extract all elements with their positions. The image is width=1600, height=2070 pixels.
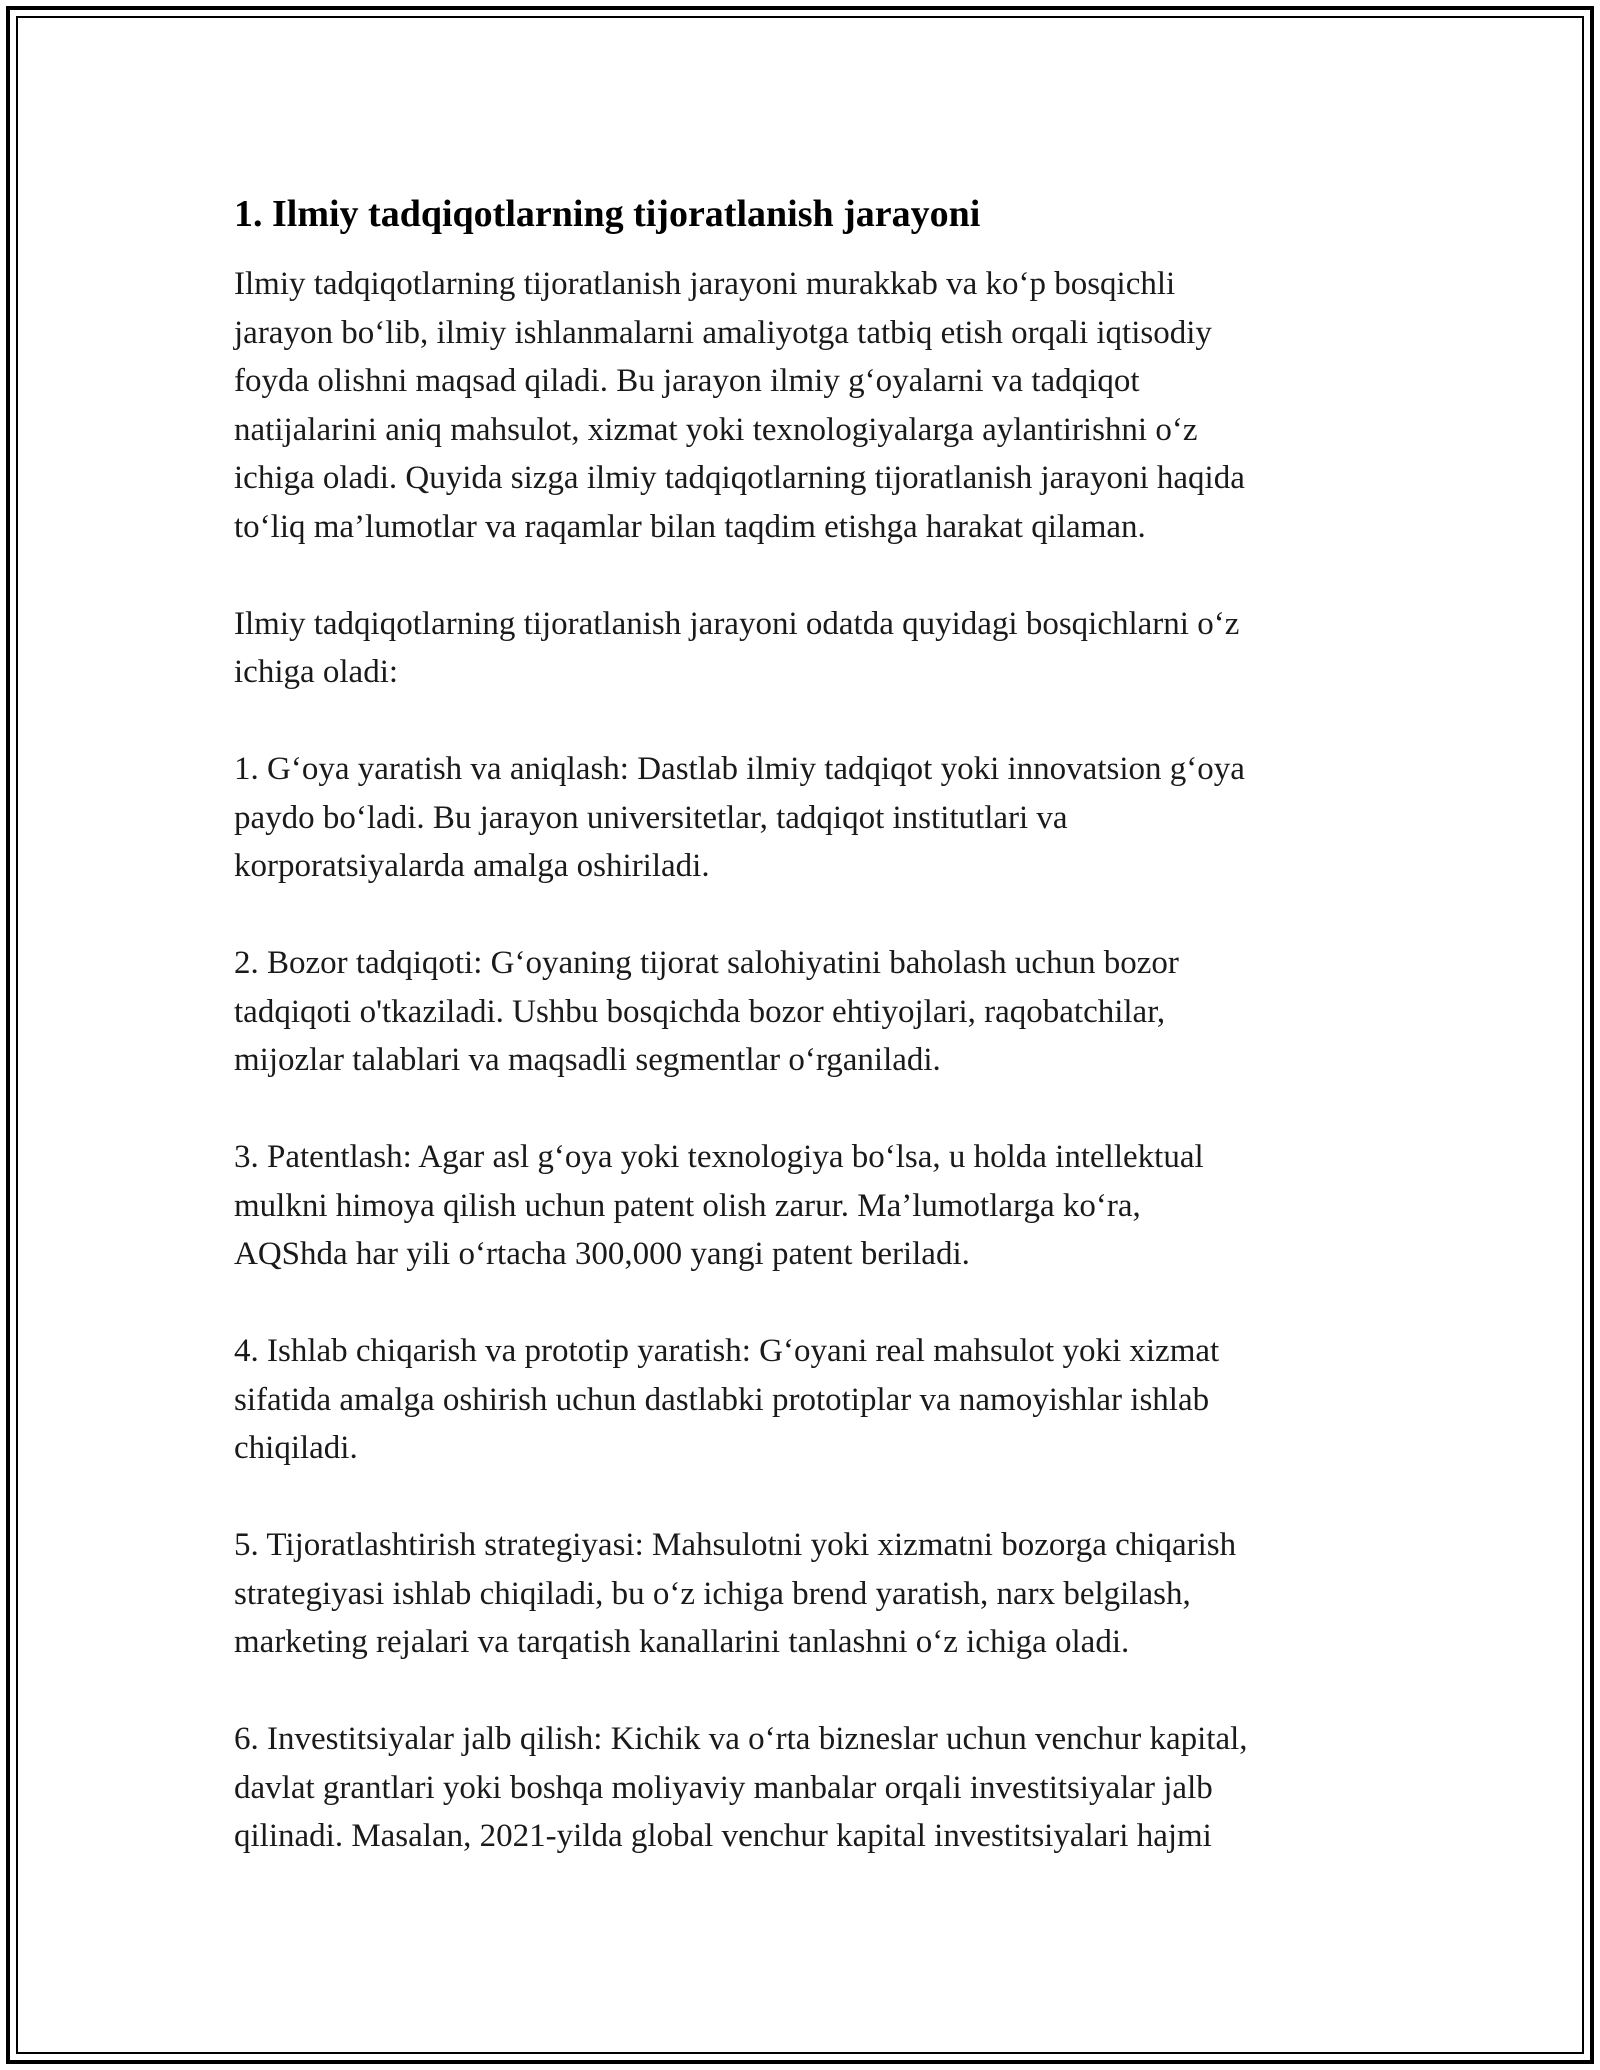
stages-intro-paragraph: Ilmiy tadqiqotlarning tijoratlanish jarayoni odatda quyidagi bosqichlarni o‘z ichiga oladi: [234,605,1240,690]
stage-5-paragraph: 5. Tijoratlashtirish strategiyasi: Mahsulotni yoki xizmatni bozorga chiqarish strategiyasi ishlab chiqiladi, bu o‘z ichiga brend yaratish, narx belgilash, marketing rejalari va tarqatish kanallarini tanlashni o‘z ichiga oladi. [234,1527,1237,1660]
document-body [234,190,1374,1909]
intro-paragraph: Ilmiy tadqiqotlarning tijoratlanish jarayoni murakkab va ko‘p bosqichli jarayon bo‘lib, ilmiy ishlanmalarni amaliyotga tatbiq etish orqali iqtisodiy foyda olishni maqsad qiladi. Bu jarayon ilmiy g‘oyalarni va tadqiqot natijalarini aniq mahsulot, xizmat yoki texnologiyalarga aylantirishni o‘z ichiga oladi. Quyida sizga ilmiy tadqiqotlarning tijoratlanish jarayoni haqida to‘liq ma’lumotlar va raqamlar bilan taqdim etishga harakat qilaman. [234,266,1245,545]
stage-4-paragraph: 4. Ishlab chiqarish va prototip yaratish: G‘oyani real mahsulot yoki xizmat sifatida amalga oshirish uchun dastlabki prototiplar va namoyishlar ishlab chiqiladi. [234,1333,1220,1466]
stage-1-paragraph: 1. G‘oya yaratish va aniqlash: Dastlab ilmiy tadqiqot yoki innovatsion g‘oya paydo bo‘ladi. Bu jarayon universitetlar, tadqiqot institutlari va korporatsiyalarda amalga oshiriladi. [234,751,1245,884]
section-heading: 1. Ilmiy tadqiqotlarning tijoratlanish jarayoni [234,193,981,235]
stage-3-paragraph: 3. Patentlash: Agar asl g‘oya yoki texnologiya bo‘lsa, u holda intellektual mulkni himoya qilish uchun patent olish zarur. Ma’lumotlarga ko‘ra, AQShda har yili o‘rtacha 300,000 yangi patent beriladi. [234,1139,1204,1272]
stage-6-paragraph: 6. Investitsiyalar jalb qilish: Kichik va o‘rta bizneslar uchun venchur kapital, davlat grantlari yoki boshqa moliyaviy manbalar orqali investitsiyalar jalb qilinadi. Masalan, 2021-yilda global venchur kapital investitsiyalari hajmi [234,1721,1248,1854]
stage-2-paragraph: 2. Bozor tadqiqoti: G‘oyaning tijorat salohiyatini baholash uchun bozor tadqiqoti o'tkaziladi. Ushbu bosqichda bozor ehtiyojlari, raqobatchilar, mijozlar talablari va maqsadli segmentlar o‘rganiladi. [234,945,1179,1078]
